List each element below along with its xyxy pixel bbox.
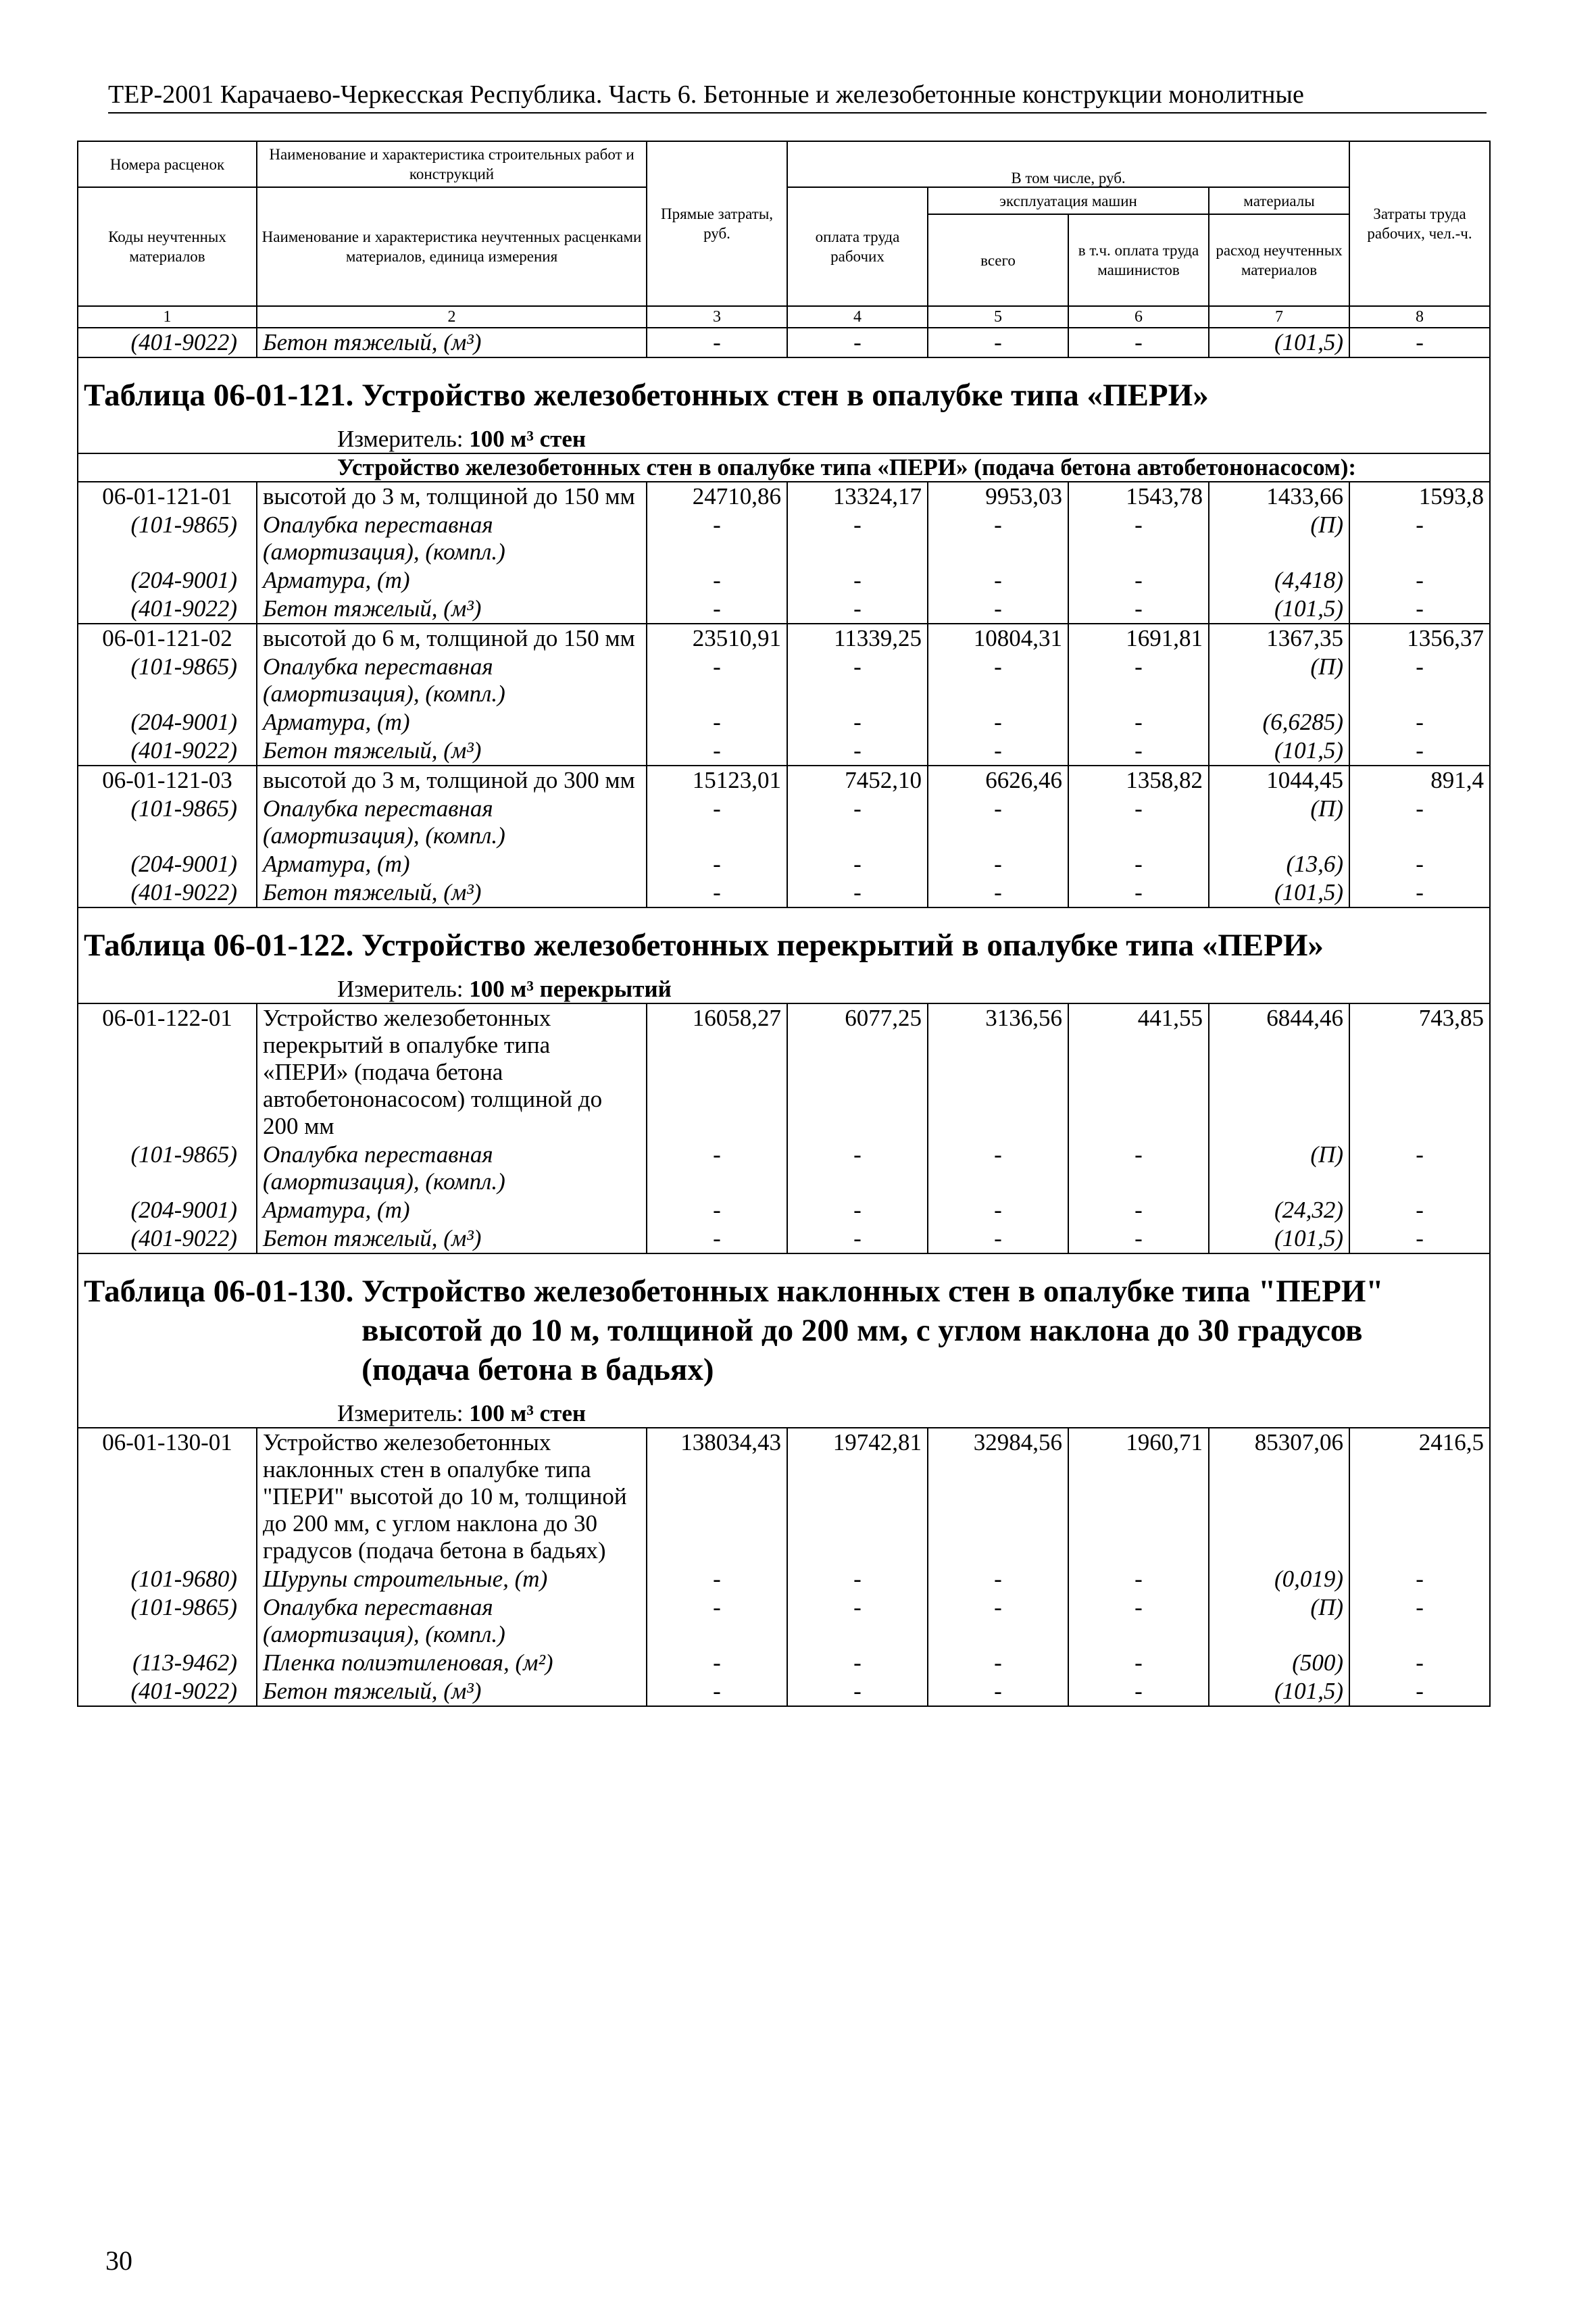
machines-total: -	[928, 1196, 1068, 1224]
col-number: 4	[787, 306, 928, 328]
material-row	[78, 1593, 1490, 1649]
rate-row	[78, 766, 1490, 795]
direct-cost: 138034,43	[647, 1428, 787, 1565]
table-title-row	[78, 907, 1490, 969]
direct-cost: -	[647, 850, 787, 878]
materials-cost: (101,5)	[1209, 595, 1349, 624]
labor-hours: -	[1349, 595, 1490, 624]
material-row	[78, 878, 1490, 907]
material-name: Бетон тяжелый, (м³)	[257, 328, 647, 357]
header-including: В том числе, руб.	[787, 141, 1349, 187]
material-row	[78, 1224, 1490, 1253]
meter-value: 100 м³ стен	[469, 426, 587, 452]
labor-pay: -	[787, 328, 928, 357]
operators-pay: -	[1068, 795, 1209, 850]
material-code: (101-9680)	[78, 1565, 257, 1593]
operators-pay: -	[1068, 328, 1209, 357]
materials-cost: 1044,45	[1209, 766, 1349, 795]
direct-cost: 23510,91	[647, 624, 787, 653]
materials-cost: (101,5)	[1209, 878, 1349, 907]
material-code: (101-9865)	[78, 653, 257, 708]
machines-total: -	[928, 708, 1068, 737]
meter-value: 100 м³ стен	[469, 1400, 587, 1426]
materials-cost: (13,6)	[1209, 850, 1349, 878]
material-name: Опалубка переставная (амортизация), (компл.)	[257, 795, 647, 850]
material-code: (401-9022)	[78, 328, 257, 357]
table-title-lines	[361, 376, 1209, 415]
operators-pay: -	[1068, 1593, 1209, 1649]
materials-cost: (П)	[1209, 511, 1349, 566]
rate-row	[78, 1428, 1490, 1565]
labor-pay: -	[787, 850, 928, 878]
material-code: (204-9001)	[78, 1196, 257, 1224]
rate-name: Устройство железобетонных наклонных стен в опалубке типа "ПЕРИ" высотой до 10 м, толщиной до 200 мм, с углом наклона до 30 градусов (подача бетона в бадьях)	[257, 1428, 647, 1565]
operators-pay: -	[1068, 511, 1209, 566]
material-code: (101-9865)	[78, 795, 257, 850]
machines-total: -	[928, 1677, 1068, 1706]
labor-hours: -	[1349, 1224, 1490, 1253]
table-title-prefix: Таблица 06-01-121.	[84, 378, 354, 413]
operators-pay: -	[1068, 1565, 1209, 1593]
operators-pay: -	[1068, 1649, 1209, 1677]
operators-pay: 1691,81	[1068, 624, 1209, 653]
direct-cost: -	[647, 1649, 787, 1677]
subheading-row	[78, 453, 1490, 482]
material-code: (204-9001)	[78, 850, 257, 878]
meter	[78, 1393, 1490, 1428]
material-code: (401-9022)	[78, 1224, 257, 1253]
material-row	[78, 850, 1490, 878]
machines-total: -	[928, 878, 1068, 907]
direct-cost: 15123,01	[647, 766, 787, 795]
machines-total: -	[928, 795, 1068, 850]
material-code: (401-9022)	[78, 1677, 257, 1706]
materials-cost: 85307,06	[1209, 1428, 1349, 1565]
running-header: ТЕР-2001 Карачаево-Черкесская Республика. Часть 6. Бетонные и железобетонные конструкции монолитные	[108, 80, 1487, 114]
material-name: Опалубка переставная (амортизация), (компл.)	[257, 511, 647, 566]
table-title-line: Устройство железобетонных перекрытий в опалубке типа «ПЕРИ»	[361, 928, 1324, 963]
operators-pay: -	[1068, 878, 1209, 907]
col-number: 2	[257, 306, 647, 328]
rate-code: 06-01-122-01	[78, 1003, 257, 1141]
labor-pay: -	[787, 795, 928, 850]
col-number: 1	[78, 306, 257, 328]
material-row	[78, 1649, 1490, 1677]
labor-pay: -	[787, 1677, 928, 1706]
rate-code: 06-01-130-01	[78, 1428, 257, 1565]
header-work-name: Наименование и характеристика строительных работ и конструкций	[257, 141, 647, 187]
direct-cost: -	[647, 653, 787, 708]
material-name: Бетон тяжелый, (м³)	[257, 1677, 647, 1706]
header-labor-costs: Затраты труда рабочих, чел.-ч.	[1349, 141, 1490, 306]
labor-hours: 891,4	[1349, 766, 1490, 795]
material-row	[78, 1196, 1490, 1224]
rate-name: высотой до 6 м, толщиной до 150 мм	[257, 624, 647, 653]
rate-code: 06-01-121-03	[78, 766, 257, 795]
header-rate-numbers: Номера расценок	[78, 141, 257, 187]
machines-total: -	[928, 850, 1068, 878]
rate-row	[78, 482, 1490, 511]
machines-total: 9953,03	[928, 482, 1068, 511]
labor-pay: 11339,25	[787, 624, 928, 653]
machines-total: -	[928, 328, 1068, 357]
labor-pay: -	[787, 1649, 928, 1677]
table-title-line: (подача бетона в бадьях)	[361, 1352, 714, 1387]
material-name: Шурупы строительные, (т)	[257, 1565, 647, 1593]
header-direct-costs: Прямые затраты, руб.	[647, 141, 787, 306]
operators-pay: -	[1068, 850, 1209, 878]
table-title-prefix: Таблица 06-01-122.	[84, 928, 354, 963]
labor-pay: 19742,81	[787, 1428, 928, 1565]
header-material-codes: Коды неучтенных материалов	[78, 187, 257, 306]
direct-cost: -	[647, 511, 787, 566]
material-name: Арматура, (т)	[257, 1196, 647, 1224]
labor-hours: -	[1349, 511, 1490, 566]
operators-pay: -	[1068, 737, 1209, 766]
operators-pay: -	[1068, 1677, 1209, 1706]
table-title-line: высотой до 10 м, толщиной до 200 мм, с углом наклона до 30 градусов	[361, 1313, 1363, 1348]
labor-pay: -	[787, 566, 928, 595]
meter-row	[78, 1393, 1490, 1428]
materials-cost: (П)	[1209, 1141, 1349, 1196]
material-name: Арматура, (т)	[257, 708, 647, 737]
machines-total: 10804,31	[928, 624, 1068, 653]
rate-row	[78, 624, 1490, 653]
material-name: Пленка полиэтиленовая, (м²)	[257, 1649, 647, 1677]
rate-code: 06-01-121-02	[78, 624, 257, 653]
labor-pay: 6077,25	[787, 1003, 928, 1141]
labor-pay: -	[787, 737, 928, 766]
rate-name: Устройство железобетонных перекрытий в опалубке типа «ПЕРИ» (подача бетона автобетононасосом) толщиной до 200 мм	[257, 1003, 647, 1141]
labor-hours: -	[1349, 328, 1490, 357]
operators-pay: 1960,71	[1068, 1428, 1209, 1565]
labor-pay: -	[787, 1141, 928, 1196]
material-name: Бетон тяжелый, (м³)	[257, 878, 647, 907]
direct-cost: 16058,27	[647, 1003, 787, 1141]
table-title-text	[84, 1272, 1482, 1389]
meter-value: 100 м³ перекрытий	[469, 976, 672, 1002]
header-labor-pay: оплата труда рабочих	[787, 187, 928, 306]
table-title-text	[84, 926, 1482, 965]
sections-body	[78, 357, 1490, 1706]
material-row	[78, 737, 1490, 766]
labor-pay: -	[787, 878, 928, 907]
material-code: (401-9022)	[78, 878, 257, 907]
direct-cost: -	[647, 878, 787, 907]
direct-cost: -	[647, 1565, 787, 1593]
materials-cost: (6,6285)	[1209, 708, 1349, 737]
col-number: 3	[647, 306, 787, 328]
header-machines: эксплуатация машин	[928, 187, 1209, 214]
labor-hours: -	[1349, 878, 1490, 907]
col-number: 7	[1209, 306, 1349, 328]
header-machines-total: всего	[928, 214, 1068, 306]
materials-cost: (101,5)	[1209, 1224, 1349, 1253]
labor-hours: 2416,5	[1349, 1428, 1490, 1565]
continued-rows	[78, 328, 1490, 357]
labor-pay: -	[787, 1565, 928, 1593]
material-code: (204-9001)	[78, 708, 257, 737]
materials-cost: 6844,46	[1209, 1003, 1349, 1141]
operators-pay: -	[1068, 595, 1209, 624]
table-title	[78, 907, 1490, 969]
machines-total: -	[928, 653, 1068, 708]
operators-pay: 1358,82	[1068, 766, 1209, 795]
col-number: 8	[1349, 306, 1490, 328]
material-name: Бетон тяжелый, (м³)	[257, 737, 647, 766]
labor-hours: 1356,37	[1349, 624, 1490, 653]
meter-label: Измеритель:	[337, 976, 464, 1002]
operators-pay: -	[1068, 653, 1209, 708]
direct-cost: -	[647, 708, 787, 737]
machines-total: -	[928, 1649, 1068, 1677]
operators-pay: -	[1068, 1141, 1209, 1196]
material-row	[78, 1141, 1490, 1196]
materials-cost: (101,5)	[1209, 328, 1349, 357]
material-name: Арматура, (т)	[257, 850, 647, 878]
meter-row	[78, 969, 1490, 1003]
labor-hours: -	[1349, 850, 1490, 878]
rate-name: высотой до 3 м, толщиной до 300 мм	[257, 766, 647, 795]
material-row	[78, 566, 1490, 595]
labor-hours: -	[1349, 566, 1490, 595]
labor-hours: -	[1349, 1677, 1490, 1706]
material-row	[78, 511, 1490, 566]
materials-cost: (101,5)	[1209, 737, 1349, 766]
labor-pay: 13324,17	[787, 482, 928, 511]
col-number: 5	[928, 306, 1068, 328]
machines-total: 3136,56	[928, 1003, 1068, 1141]
operators-pay: -	[1068, 1224, 1209, 1253]
table-title	[78, 1253, 1490, 1393]
material-code: (101-9865)	[78, 1593, 257, 1649]
machines-total: -	[928, 566, 1068, 595]
direct-cost: -	[647, 1593, 787, 1649]
material-name: Опалубка переставная (амортизация), (компл.)	[257, 1593, 647, 1649]
rate-code: 06-01-121-01	[78, 482, 257, 511]
machines-total: -	[928, 1224, 1068, 1253]
meter	[78, 419, 1490, 453]
material-code: (113-9462)	[78, 1649, 257, 1677]
labor-hours: -	[1349, 795, 1490, 850]
material-name: Бетон тяжелый, (м³)	[257, 1224, 647, 1253]
labor-pay: -	[787, 1196, 928, 1224]
material-row	[78, 1677, 1490, 1706]
direct-cost: -	[647, 328, 787, 357]
operators-pay: -	[1068, 1196, 1209, 1224]
header-operators-pay: в т.ч. оплата труда машинистов	[1068, 214, 1209, 306]
materials-cost: 1433,66	[1209, 482, 1349, 511]
machines-total: -	[928, 1141, 1068, 1196]
header-material-name: Наименование и характеристика неучтенных расценками материалов, единица измерения	[257, 187, 647, 306]
direct-cost: -	[647, 1224, 787, 1253]
header-unaccounted-materials: расход неучтенных материалов	[1209, 214, 1349, 306]
materials-cost: (4,418)	[1209, 566, 1349, 595]
labor-hours: -	[1349, 1593, 1490, 1649]
meter	[78, 969, 1490, 1003]
material-row	[78, 708, 1490, 737]
table-title-line: Устройство железобетонных стен в опалубке типа «ПЕРИ»	[361, 378, 1209, 413]
material-name: Арматура, (т)	[257, 566, 647, 595]
labor-hours: 1593,8	[1349, 482, 1490, 511]
machines-total: 32984,56	[928, 1428, 1068, 1565]
labor-pay: -	[787, 511, 928, 566]
labor-pay: -	[787, 595, 928, 624]
labor-hours: -	[1349, 737, 1490, 766]
machines-total: -	[928, 1593, 1068, 1649]
direct-cost: -	[647, 795, 787, 850]
labor-hours: -	[1349, 1649, 1490, 1677]
labor-pay: 7452,10	[787, 766, 928, 795]
operators-pay: -	[1068, 708, 1209, 737]
material-name: Бетон тяжелый, (м³)	[257, 595, 647, 624]
col-number: 6	[1068, 306, 1209, 328]
operators-pay: 1543,78	[1068, 482, 1209, 511]
table-title-text	[84, 376, 1482, 415]
table-title-row	[78, 357, 1490, 419]
header-materials-group: материалы	[1209, 187, 1349, 214]
operators-pay: -	[1068, 566, 1209, 595]
table-header	[78, 141, 1490, 328]
labor-hours: -	[1349, 1565, 1490, 1593]
materials-cost: (П)	[1209, 653, 1349, 708]
direct-cost: 24710,86	[647, 482, 787, 511]
material-code: (204-9001)	[78, 566, 257, 595]
material-code: (401-9022)	[78, 595, 257, 624]
machines-total: -	[928, 1565, 1068, 1593]
direct-cost: -	[647, 1141, 787, 1196]
machines-total: -	[928, 511, 1068, 566]
machines-total: -	[928, 595, 1068, 624]
labor-pay: -	[787, 653, 928, 708]
labor-pay: -	[787, 708, 928, 737]
meter-label: Измеритель:	[337, 426, 464, 452]
labor-pay: -	[787, 1224, 928, 1253]
labor-hours: -	[1349, 708, 1490, 737]
material-name: Опалубка переставная (амортизация), (компл.)	[257, 653, 647, 708]
material-row	[78, 328, 1490, 357]
direct-cost: -	[647, 1677, 787, 1706]
labor-pay: -	[787, 1593, 928, 1649]
rate-name: высотой до 3 м, толщиной до 150 мм	[257, 482, 647, 511]
material-row	[78, 795, 1490, 850]
machines-total: -	[928, 737, 1068, 766]
subheading: Устройство железобетонных стен в опалубке типа «ПЕРИ» (подача бетона автобетононасосом):	[78, 453, 1490, 482]
material-row	[78, 1565, 1490, 1593]
meter-label: Измеритель:	[337, 1400, 464, 1426]
labor-hours: -	[1349, 653, 1490, 708]
labor-hours: -	[1349, 1196, 1490, 1224]
materials-cost: (П)	[1209, 795, 1349, 850]
table-title-row	[78, 1253, 1490, 1393]
meter-row	[78, 419, 1490, 453]
material-code: (101-9865)	[78, 1141, 257, 1196]
materials-cost: (П)	[1209, 1593, 1349, 1649]
machines-total: 6626,46	[928, 766, 1068, 795]
material-name: Опалубка переставная (амортизация), (компл.)	[257, 1141, 647, 1196]
rates-table	[77, 141, 1491, 1707]
table-title-line: Устройство железобетонных наклонных стен в опалубке типа "ПЕРИ"	[361, 1274, 1384, 1309]
materials-cost: (101,5)	[1209, 1677, 1349, 1706]
direct-cost: -	[647, 1196, 787, 1224]
material-code: (101-9865)	[78, 511, 257, 566]
rate-row	[78, 1003, 1490, 1141]
table-title	[78, 357, 1490, 419]
material-row	[78, 653, 1490, 708]
labor-hours: 743,85	[1349, 1003, 1490, 1141]
labor-hours: -	[1349, 1141, 1490, 1196]
materials-cost: (0,019)	[1209, 1565, 1349, 1593]
material-code: (401-9022)	[78, 737, 257, 766]
operators-pay: 441,55	[1068, 1003, 1209, 1141]
table-title-lines	[361, 1272, 1383, 1389]
table-title-prefix: Таблица 06-01-130.	[84, 1274, 354, 1309]
materials-cost: (500)	[1209, 1649, 1349, 1677]
direct-cost: -	[647, 566, 787, 595]
material-row	[78, 595, 1490, 624]
materials-cost: (24,32)	[1209, 1196, 1349, 1224]
direct-cost: -	[647, 595, 787, 624]
direct-cost: -	[647, 737, 787, 766]
table-title-lines	[361, 926, 1324, 965]
page-number: 30	[105, 2245, 132, 2276]
materials-cost: 1367,35	[1209, 624, 1349, 653]
